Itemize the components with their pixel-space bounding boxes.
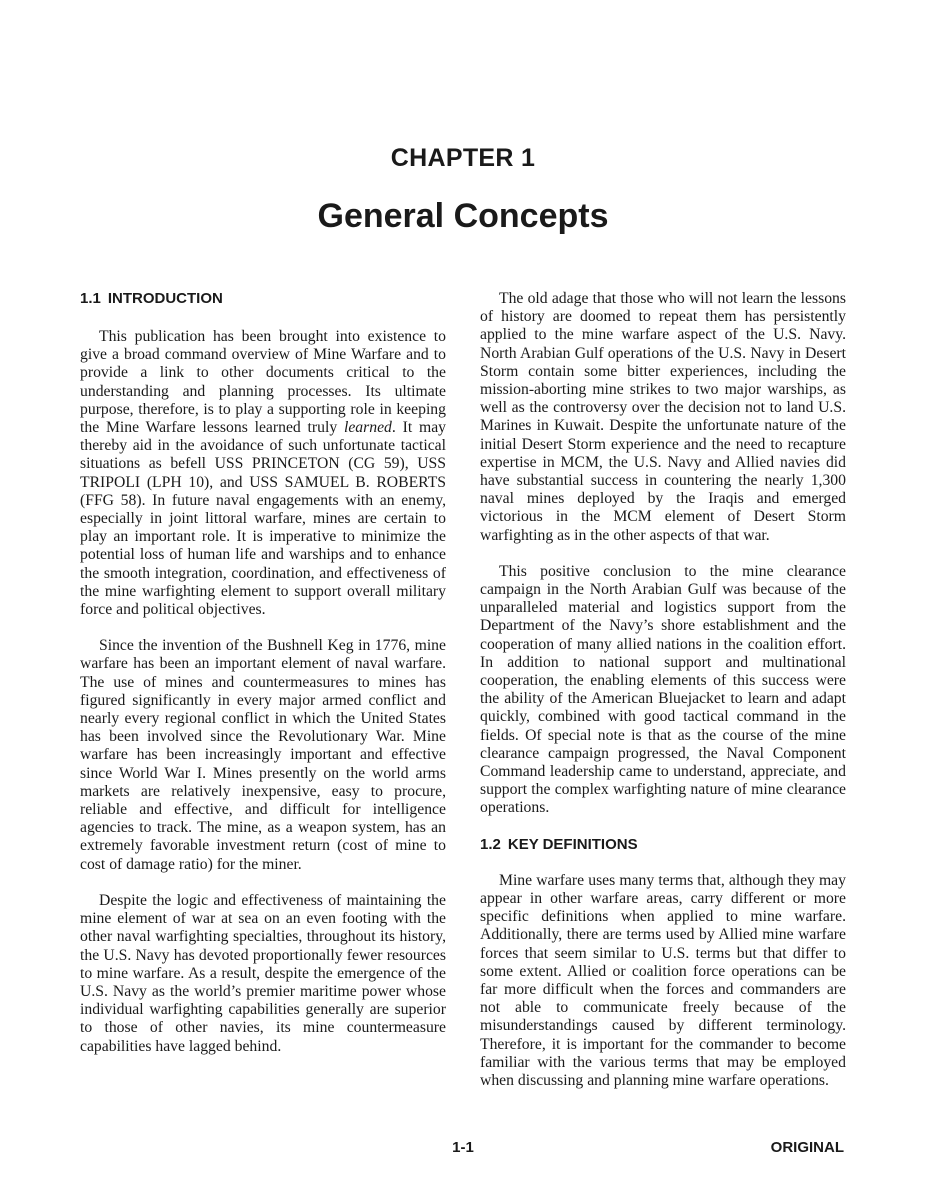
paragraph-1-start: This publication has been brought into existence to give a broad command overview of Mine Warfare and to provide a link to other documents critical to the understanding and planning processes. Its ultimate purpose, therefore, is to play a supporting role in keeping the Mine Warfare lessons learned truly	[80, 328, 446, 437]
paragraph-1-end: . It may thereby aid in the avoidance of such unfortunate tactical situations as befell USS PRINCETON (CG 59), USS TRIPOLI (LPH 10), and USS SAMUEL B. ROBERTS (FFG 58). In future naval engagements with an enemy, especially in joint littoral warfare, mines are certain to play an important role. It is imperative to minimize the potential loss of human life and warships and to enhance the smooth integration, coordination, and effectiveness of the mine warfighting element to support overall military force and political objectives.	[80, 419, 447, 619]
paragraph-4: The old adage that those who will not learn the lessons of history are doomed to repeat them has persistently applied to the mine warfare aspect of the U.S. Navy. North Arabian Gulf operations of the U.S. Navy in Desert Storm contain some bitter experiences, including the mission-aborting mine strikes to two major warships, as well as the controversy over the decision not to land U.S. Marines in Kuwait. Despite the unfortunate nature of the initial Desert Storm experience and the need to recapture expertise in MCM, the U.S. Navy and Allied navies did have substantial success in countering the nearly 1,300 naval mines deployed by the Iraqis and emerged victorious in the MCM element of Desert Storm warfighting as in the other aspects of that war.	[480, 290, 846, 544]
paragraph-3: Despite the logic and effectiveness of maintaining the mine element of war at sea on an even footing with the other naval warfighting specialties, throughout its history, the U.S. Navy has devoted proportionally fewer resources to mine warfare. As a result, despite the emergence of the U.S. Navy as the world’s premier maritime power whose individual warfighting capabilities generally are superior to those of other navies, its mine countermeasure capabilities have lagged behind.	[80, 891, 446, 1055]
emphasis-learned: learned	[343, 419, 392, 437]
paragraph-5: This positive conclusion to the mine clearance campaign in the North Arabian Gulf was because of the unparalleled material and logistics support from the Department of the Navy’s shore establishment and the cooperation of many allied nations in the coalition effort. In addition to national support and multinational cooperation, the enabling elements of this success were the ability of the American Bluejacket to learn and adapt quickly, combined with good tactical command in the fields. Of special note is that as the course of the mine clearance campaign progressed, the Naval Component Command leadership came to understand, appreciate, and support the complex warfighting nature of mine clearance operations.	[480, 562, 846, 817]
paragraph-2: Since the invention of the Bushnell Keg in 1776, mine warfare has been an important element of naval warfare. The use of mines and countermeasures to mines has figured significantly in every major armed conflict and nearly every regional conflict in which the United States has been involved since the Revolutionary War. Mine warfare has been increasingly important and effective since World War I. Mines presently on the world arms markets are relatively inexpensive, easy to procure, reliable and effective, and difficult for intelligence agencies to track. The mine, as a weapon system, has an extremely favorable investment return (cost of mine to cost of damage ratio) for the miner.	[80, 637, 446, 873]
section-heading-introduction	[80, 290, 446, 308]
section-number: 1.1	[80, 290, 101, 307]
page-number: 1-1	[452, 1139, 474, 1156]
paragraph-6: Mine warfare uses many terms that, although they may appear in other warfare areas, carry different or more specific definitions when applied to mine warfare. Additionally, there are terms used by Allied mine warfare forces that seem similar to U.S. terms but that differ to some extent. Allied or coalition force operations can be far more difficult when the forces and commanders are not able to communicate freely because of the misunderstandings caused by different terminology. Therefore, it is important for the commander to become familiar with the various terms that may be employed when discussing and planning mine warfare operations.	[480, 871, 846, 1089]
paragraph-1	[80, 328, 446, 619]
chapter-label: CHAPTER 1	[390, 144, 536, 172]
document-mark: ORIGINAL	[770, 1139, 844, 1156]
section-number: 1.2	[480, 835, 501, 853]
chapter-title: General Concepts	[317, 197, 609, 235]
left-column	[80, 290, 446, 1074]
section-heading-key-definitions	[480, 836, 846, 854]
right-column	[480, 290, 846, 1108]
section-title: INTRODUCTION	[107, 290, 223, 307]
section-title: KEY DEFINITIONS	[507, 835, 638, 853]
